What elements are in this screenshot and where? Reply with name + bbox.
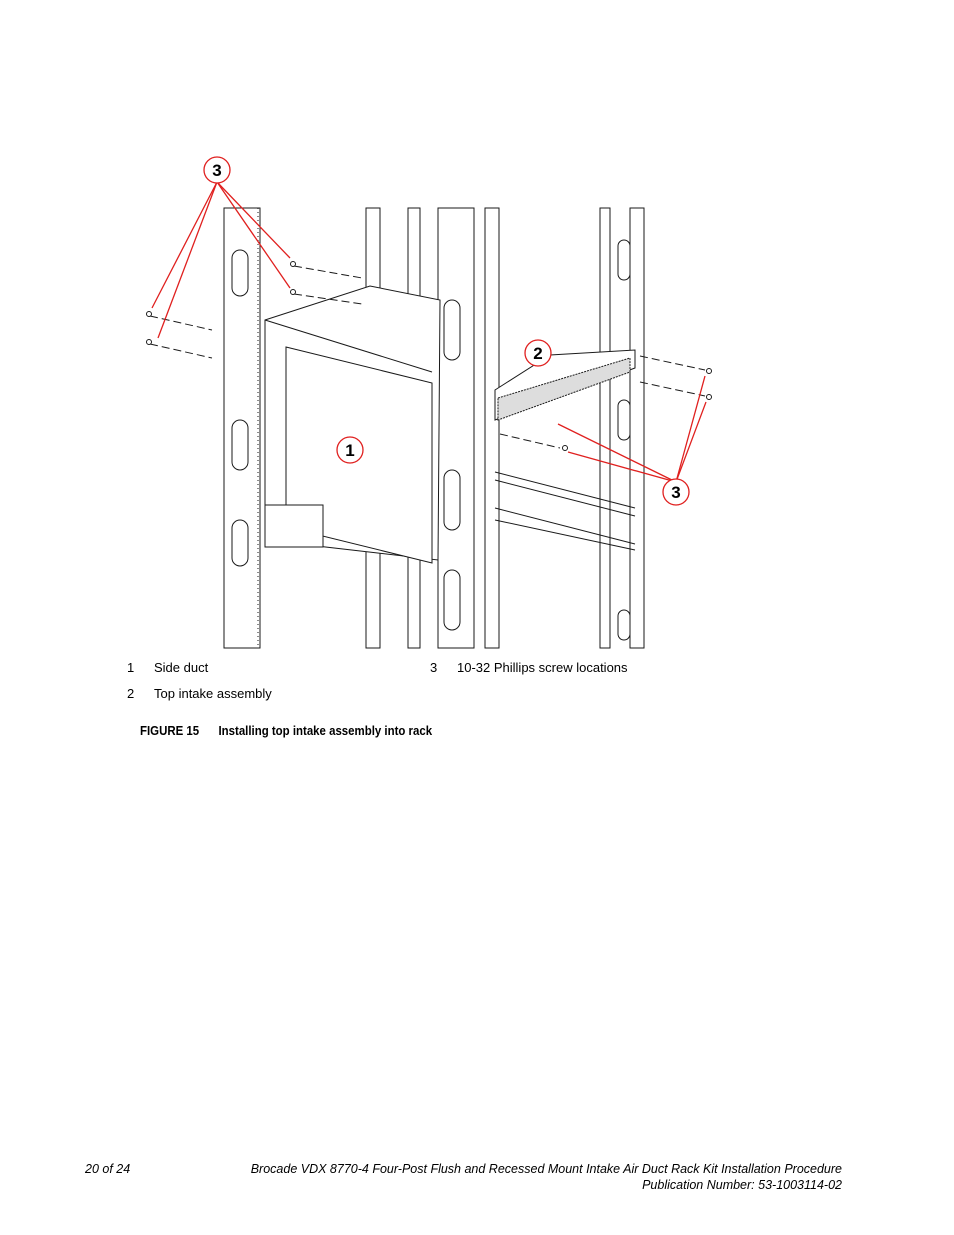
- callout-2-label: 2: [533, 344, 543, 363]
- right-rear-rail: [485, 208, 499, 648]
- callout-3-top-label: 3: [212, 161, 222, 180]
- page-number: 20 of 24: [85, 1162, 131, 1176]
- legend-number: 3: [430, 660, 438, 675]
- document-title: Brocade VDX 8770-4 Four-Post Flush and Recessed Mount Intake Air Duct Rack Kit Installation Procedure: [250, 1162, 842, 1176]
- right-front-rail-a: [600, 208, 610, 648]
- legend-number: 1: [127, 660, 135, 675]
- right-front-rail-b: [630, 208, 644, 648]
- legend-text: Top intake assembly: [154, 686, 272, 701]
- rail-slot: [232, 520, 248, 566]
- publication-number: Publication Number: 53-1003114-02: [642, 1178, 842, 1192]
- figure-title: Installing top intake assembly into rack: [218, 723, 433, 738]
- center-rail: [438, 208, 474, 648]
- figure-caption: [140, 723, 432, 738]
- rail-slot: [232, 250, 248, 296]
- figure-label: FIGURE 15: [140, 723, 200, 738]
- callout-3-right-label: 3: [671, 483, 681, 502]
- rack-installation-figure: [140, 150, 720, 650]
- legend-text: Side duct: [154, 660, 209, 675]
- left-front-rail: [224, 208, 260, 648]
- callout-1-label: 1: [345, 441, 355, 460]
- rail-slot: [232, 420, 248, 470]
- legend-number: 2: [127, 686, 135, 701]
- legend-text: 10-32 Phillips screw locations: [457, 660, 628, 675]
